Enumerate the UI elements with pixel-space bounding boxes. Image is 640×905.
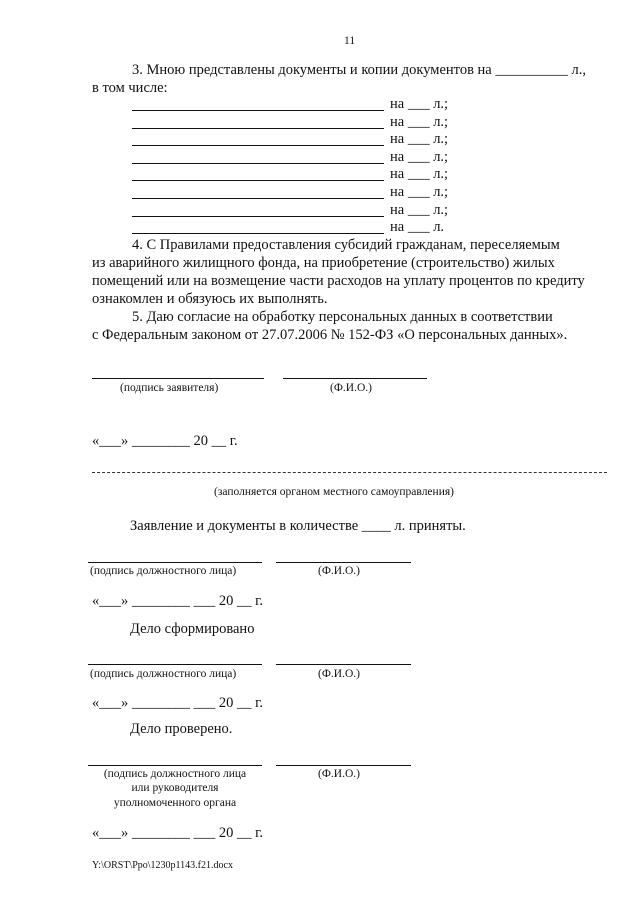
official-name-caption: (Ф.И.О.) [318,668,360,680]
item5-line1: 5. Даю согласие на обработку персональных данных в соответствии [132,309,553,325]
official-head-caption-line1: (подпись должностного лица [103,768,247,780]
item4-line4: ознакомлен и обязуюсь их выполнять. [92,291,328,307]
item4-line1: 4. С Правилами предоставления субсидий гражданам, переселяемым [132,237,560,253]
document-list-blank-line [132,198,384,199]
case-formed: Дело сформировано [130,621,255,637]
list-item: на ___ л.; [390,149,449,165]
official-head-name-caption: (Ф.И.О.) [318,768,360,780]
official-name-line [276,664,411,665]
list-item: на ___ л. [390,219,445,235]
item4-line2: из аварийного жилищного фонда, на приобретение (строительство) жилых [92,255,555,271]
accepted-date: «___» ________ ___ 20 __ г. [92,593,264,609]
official-name-caption: (Ф.И.О.) [318,565,360,577]
list-item: на ___ л.; [390,96,449,112]
documents-accepted: Заявление и документы в количестве ____ л. приняты. [130,518,466,534]
list-item: на ___ л.; [390,166,449,182]
item5-line2: с Федеральным законом от 27.07.2006 № 152-ФЗ «О персональных данных». [92,327,568,343]
applicant-date: «___» ________ 20 __ г. [92,433,238,449]
list-item: на ___ л.; [390,184,449,200]
item3-line1: 3. Мною представлены документы и копии документов на __________ л., [132,62,586,78]
page-number: 11 [344,35,356,47]
authority-fill-note: (заполняется органом местного самоуправления) [214,486,454,498]
official-signature-line [88,664,262,665]
applicant-name-line [283,378,427,379]
document-list-blank-line [132,180,384,181]
document-list-blank-line [132,110,384,111]
item3-line2: в том числе: [92,80,168,96]
official-head-signature-line [88,765,262,766]
official-head-name-line [276,765,411,766]
document-list-blank-line [132,233,384,234]
document-list-blank-line [132,163,384,164]
item4-line3: помещений или на возмещение части расходов на уплату процентов по кредиту [92,273,585,289]
official-head-caption-line3: уполномоченного органа [113,797,237,809]
case-checked: Дело проверено. [130,721,233,737]
official-signature-caption: (подпись должностного лица) [90,565,237,577]
document-list-blank-line [132,216,384,217]
document-list-blank-line [132,145,384,146]
list-item: на ___ л.; [390,131,449,147]
official-signature-caption: (подпись должностного лица) [90,668,237,680]
official-name-line [276,562,411,563]
applicant-name-caption: (Ф.И.О.) [330,382,372,394]
list-item: на ___ л.; [390,202,449,218]
official-head-caption-line2: или руководителя [131,782,219,794]
applicant-signature-line [92,378,264,379]
formed-date: «___» ________ ___ 20 __ г. [92,695,264,711]
section-divider [92,472,607,473]
official-signature-line [88,562,262,563]
applicant-signature-caption: (подпись заявителя) [120,382,219,394]
file-path-footer: Y:\ORST\Ppo\1230p1143.f21.docx [92,860,233,871]
list-item: на ___ л.; [390,114,449,130]
checked-date: «___» ________ ___ 20 __ г. [92,825,264,841]
document-list-blank-line [132,128,384,129]
